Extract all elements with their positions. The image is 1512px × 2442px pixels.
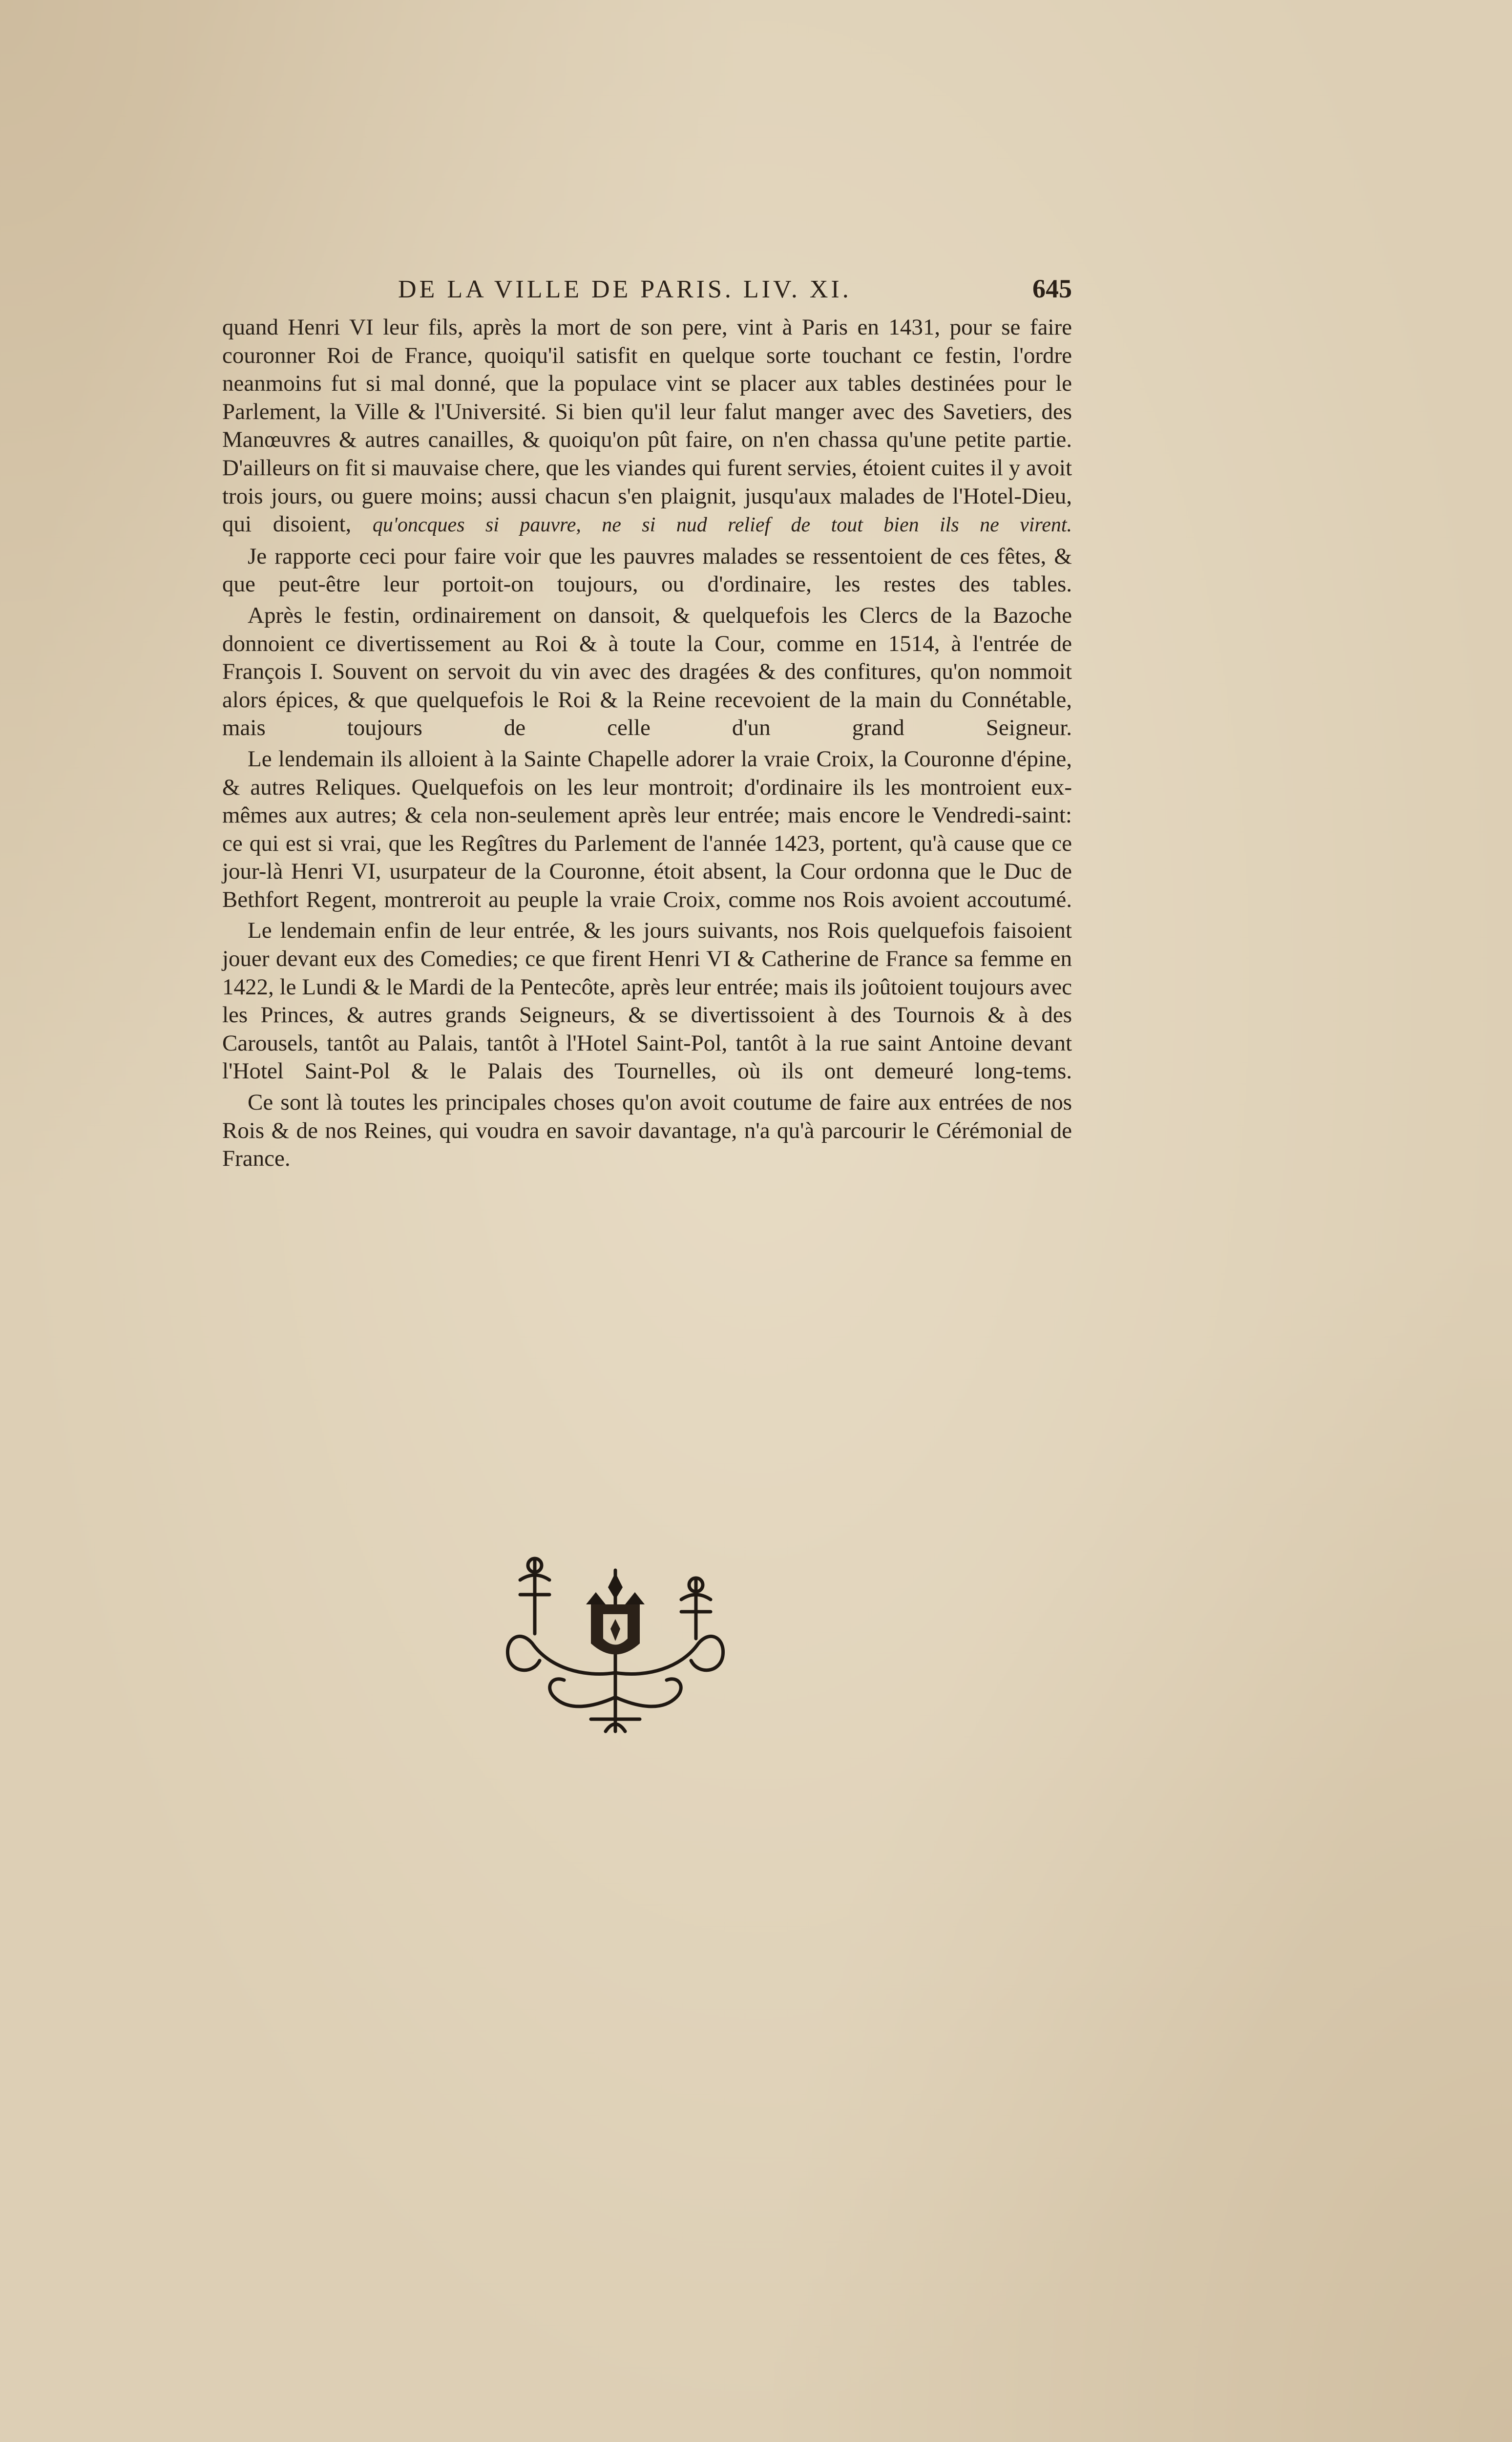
running-title: DE LA VILLE DE PARIS. LIV. XI. <box>398 275 852 303</box>
quotation: qu'oncques si pauvre, ne si nud relief de tout bien ils ne virent. <box>372 514 1072 537</box>
body-text <box>222 314 1072 1173</box>
page-number: 645 <box>1032 274 1072 303</box>
paragraph-3: Après le festin, ordinairement on dansoit, & quelquefois les Clercs de la Bazoche donnoient ce divertissement au Roi & à toute la Cour, comme en 1514, à l'entrée de François I. Souvent on servoit du vin avec des dragées & des confitures, qu'on nommoit alors épices, & que quelquefois le Roi & la Reine recevoient de la main du Connétable, mais toujours de celle d'un grand Seigneur. <box>222 602 1072 741</box>
paragraph-4: Le lendemain ils alloient à la Sainte Chapelle adorer la vraie Croix, la Couronne d'épine, & autres Reliques. Quelquefois on les leur montroit; d'ordinaire ils les montroient eux-mêmes aux autres; & cela non-seulement après leur entrée; mais encore le Vendredi-saint: ce qui est si vrai, que les Regîtres du Parlement de l'année 1423, portent, qu'à cause que ce jour-là Henri VI, usurpateur de la Couronne, étoit absent, la Cour ordonna que le Duc de Bethfort Regent, montreroit au peuple la vraie Croix, comme nos Rois avoient accoutumé. <box>222 746 1072 912</box>
paragraph-6: Ce sont là toutes les principales choses qu'on avoit coutume de faire aux entrées de nos Rois & de nos Reines, qui voudra en savoir davantage, n'a qu'à parcourir le Cérémonial de France. <box>222 1090 1072 1172</box>
text-block <box>222 274 1072 1173</box>
paragraph-1-text: quand Henri VI leur fils, après la mort de son pere, vint à Paris en 1431, pour se faire couronner Roi de France, quoiqu'il satisfit en quelque sorte touchant ce festin, l'ordre neanmoins fut si mal donné, que la populace vint se placer aux tables destinées pour le Parlement, la Ville & l'Université. Si bien qu'il leur falut manger avec des Savetiers, des Manœuvres & autres canailles, & quoiqu'on pût faire, on n'en chassa qu'une petite partie. D'ailleurs on fit si mauvaise chere, que les viandes qui furent servies, étoient cuites il y avoit trois jours, ou guere moins; aussi chacun s'en plaignit, jusqu'aux malades de l'Hotel-Dieu, qui disoient, <box>222 315 1072 537</box>
fleuron-ornament-icon <box>486 1551 745 1736</box>
paragraph-1 <box>222 314 1072 540</box>
running-head <box>222 274 1072 314</box>
paragraph-2: Je rapporte ceci pour faire voir que les pauvres malades se ressentoient de ces fêtes, & que peut-être leur portoit-on toujours, ou d'ordinaire, les restes des tables. <box>222 543 1072 597</box>
paragraph-5: Le lendemain enfin de leur entrée, & les jours suivants, nos Rois quelquefois faisoient jouer devant eux des Comedies; ce que firent Henri VI & Catherine de France sa femme en 1422, le Lundi & le Mardi de la Pentecôte, après leur entrée; mais ils joûtoient toujours avec les Princes, & autres grands Seigneurs, & se divertissoient à des Tournois & à des Carousels, tantôt au Palais, tantôt à l'Hotel Saint-Pol, tantôt à la rue saint Antoine devant l'Hotel Saint-Pol & le Palais des Tournelles, où ils ont demeuré long-tems. <box>222 918 1072 1084</box>
